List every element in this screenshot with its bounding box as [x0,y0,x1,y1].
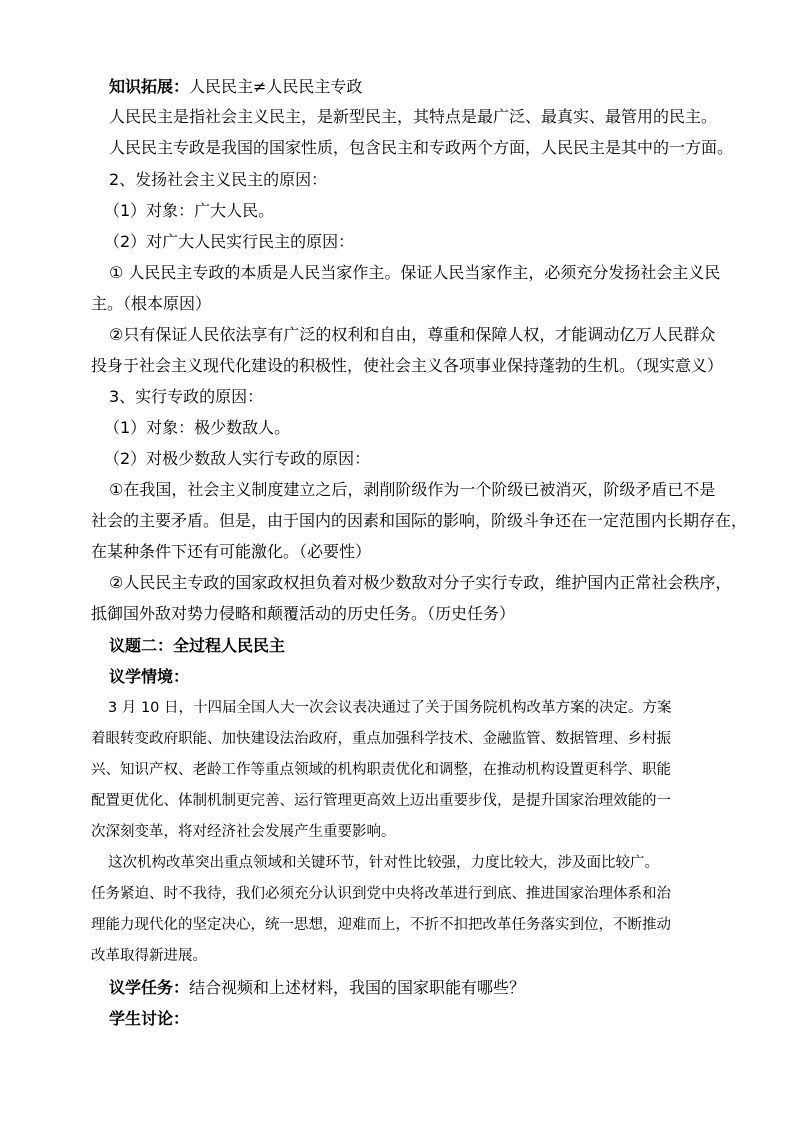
task-line [109,978,525,998]
scenario-text: 次深刻变革，将对经济社会发展产生重要影响。 [91,824,396,840]
task-label: 议学任务： [109,978,190,997]
task-text: 结合视频和上述材料，我国的国家职能有哪些？ [189,978,526,997]
paragraph: 在某种条件下还有可能激化。（必要性） [91,542,372,561]
paragraph: 社会的主要矛盾。但是，由于国内的因素和国际的影响，阶级斗争还在一定范围内长期存在， [91,511,748,530]
list-item: （1）对象：极少数敌人。 [104,418,291,437]
list-item: （2）对广大人民实行民主的原因： [104,232,355,251]
scenario-text: 理能力现代化的坚定决心，统一思想，迎难而上，不折不扣把改革任务落实到位，不断推动 [91,917,671,933]
knowledge-extension-heading [109,77,362,97]
paragraph: 抵御国外敌对势力侵略和颠覆活动的历史任务。（历史任务） [91,604,516,623]
scenario-text: 兴、知识产权、老龄工作等重点领域的机构职责优化和调整，在推动机构设置更科学、职能 [91,762,671,778]
scenario-text: 改革取得新进展。 [91,948,207,964]
scenario-text: 任务紧迫、时不我待，我们必须充分认识到党中央将改革进行到底、推进国家治理体系和治 [91,886,671,902]
paragraph: ①在我国，社会主义制度建立之后，剥削阶级作为一个阶级已被消灭，阶级矛盾已不是 [109,480,716,499]
scenario-text: 着眼转变政府职能、加快建设法治政府，重点加强科学技术、金融监管、数据管理、乡村振 [91,731,671,747]
paragraph: ① 人民民主专政的本质是人民当家作主。保证人民当家作主，必须充分发扬社会主义民 [109,263,721,282]
paragraph: 人民民主专政是我国的国家性质，包含民主和专政两个方面，人民民主是其中的一方面。 [109,138,734,157]
paragraph: 人民民主是指社会主义民主，是新型民主，其特点是最广泛、最真实、最管用的民主。 [109,107,718,126]
paragraph: ②人民民主专政的国家政权担负着对极少数敌对分子实行专政，维护国内正常社会秩序， [109,573,732,592]
list-item: （1）对象：广大人民。 [104,201,275,220]
topic-heading: 议题二：全过程人民民主 [109,636,286,655]
paragraph: 主。（根本原因） [91,294,212,313]
scenario-text: 3 月 10 日，十四届全国人大一次会议表决通过了关于国务院机构改革方案的决定。方案 [108,700,672,716]
knowledge-extension-topic: 人民民主≠人民民主专政 [189,77,363,96]
scenario-text: 配置更优化、体制机制更完善、运行管理更高效上迈出重要步伐，是提升国家治理效能的一 [91,793,671,809]
scenario-label: 议学情境： [109,667,190,686]
paragraph: ②只有保证人民依法享有广泛的权利和自由，尊重和保障人权，才能调动亿万人民群众 [109,325,716,344]
section-heading: 2、发扬社会主义民主的原因： [109,170,328,189]
scenario-text: 这次机构改革突出重点领域和关键环节，针对性比较强，力度比较大，涉及面比较广。 [108,855,659,871]
discussion-label: 学生讨论： [109,1009,190,1028]
knowledge-extension-label: 知识拓展： [109,77,190,96]
paragraph: 投身于社会主义现代化建设的积极性，使社会主义各项事业保持蓬勃的生机。（现实意义） [91,356,724,375]
list-item: （2）对极少数敌人实行专政的原因： [104,449,371,468]
section-heading: 3、实行专政的原因： [109,387,264,406]
